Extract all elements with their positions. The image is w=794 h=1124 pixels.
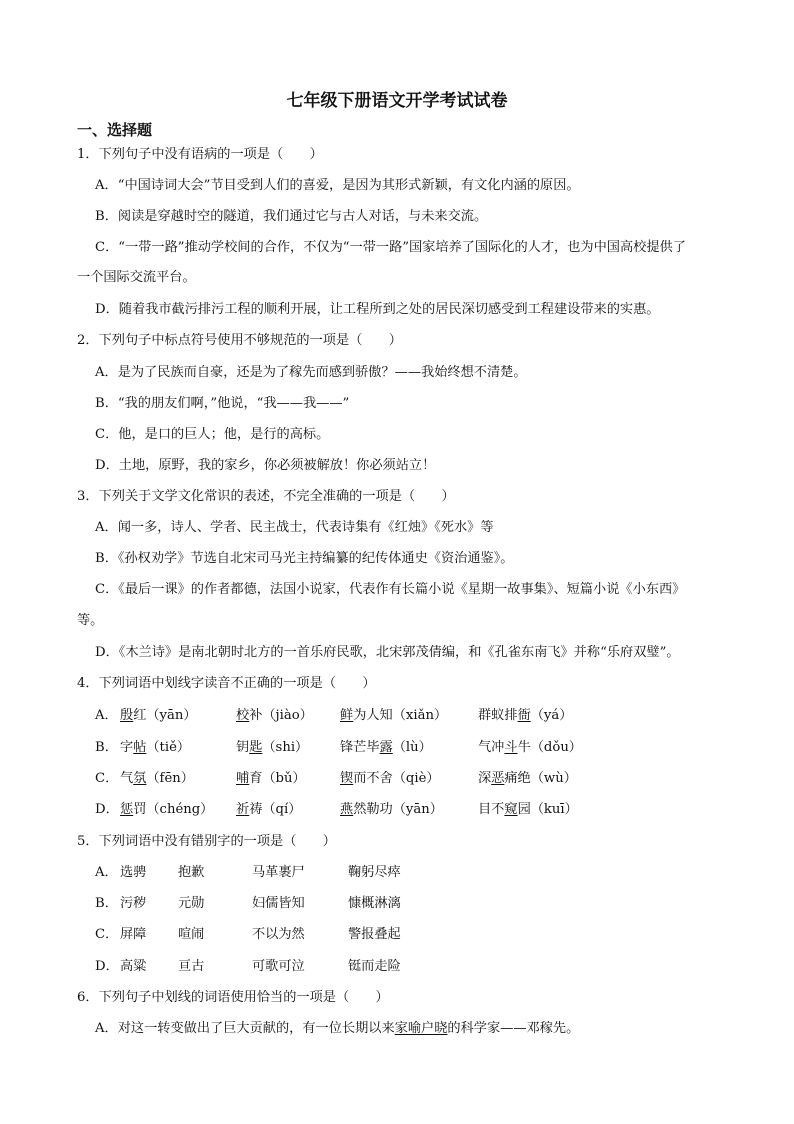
question-4-word (340, 769, 440, 789)
question-1-stem: 1．下列句子中没有语病的一项是（ ） (77, 147, 323, 162)
word-suffix: 牛（dǒu） (517, 740, 582, 755)
question-3-stem: 3．下列关于文学文化常识的表述，不完全准确的一项是（ ） (77, 489, 455, 504)
question-5-option-label: D． (95, 959, 119, 974)
question-6-stem: 6．下列句子中划线的词语使用恰当的一项是（ ） (77, 990, 389, 1005)
word-suffix: 然勒功（yān） (353, 802, 443, 817)
word-prefix: 字 (120, 740, 134, 755)
underlined-char: 锲 (340, 771, 354, 786)
word-prefix: 群蚁排 (478, 708, 518, 723)
question-5-word: 不以为然 (252, 927, 305, 942)
underlined-char: 氛 (133, 771, 147, 786)
underlined-char: 匙 (249, 740, 263, 755)
question-3-option-b: B．《孙权劝学》节选自北宋司马光主持编纂的纪传体通史《资治通鉴》。 (95, 551, 514, 566)
question-5-word: 鞠躬尽瘁 (348, 865, 401, 880)
word-suffix: 而不舍（qiè） (353, 771, 440, 786)
question-5-word: 屏障 (120, 927, 147, 942)
question-5-word: 马革裹尸 (252, 865, 305, 880)
question-4-word (478, 738, 582, 758)
word-suffix: 红（yān） (133, 708, 197, 723)
underlined-char: 恶 (491, 771, 505, 786)
word-suffix: （yá） (530, 708, 573, 723)
question-4-word (120, 800, 213, 820)
question-5-word: 元勋 (178, 896, 205, 911)
underlined-char: 斗 (504, 740, 518, 755)
word-suffix: 园（kuī） (517, 802, 578, 817)
question-4-word (340, 738, 432, 758)
question-4-word (478, 706, 572, 726)
word-prefix: 钥 (236, 740, 250, 755)
question-4-word (236, 738, 308, 758)
section-heading: 一、选择题 (77, 121, 153, 139)
question-5-word: 可歌可泣 (252, 959, 305, 974)
word-prefix: 锋芒毕 (340, 740, 380, 755)
word-prefix: 深 (478, 771, 492, 786)
underlined-char: 帖 (133, 740, 147, 755)
question-5-word: 选骋 (120, 865, 147, 880)
question-2-option-c: C．他，是口的巨人；他，是行的高标。 (95, 427, 330, 442)
question-4-option-label: C． (95, 771, 119, 786)
question-5-word: 铤而走险 (348, 959, 401, 974)
word-suffix: 祷（qí） (249, 802, 302, 817)
question-4-option-label: D． (95, 802, 119, 817)
question-5-word: 慷概淋漓 (348, 896, 401, 911)
question-5-word: 亘古 (178, 959, 205, 974)
question-2-stem: 2．下列句子中标点符号使用不够规范的一项是（ ） (77, 333, 402, 348)
underlined-char: 露 (379, 740, 393, 755)
question-4-word (120, 706, 197, 726)
question-5-option-label: A． (95, 865, 118, 880)
question-5-word: 高粱 (120, 959, 147, 974)
underlined-char: 殷 (120, 708, 134, 723)
question-4-word (120, 738, 190, 758)
question-4-word (236, 706, 313, 726)
question-4-word (236, 769, 306, 789)
option-a-suffix: 的科学家——邓稼先。 (447, 1021, 580, 1036)
question-4-option-label: B． (95, 740, 118, 755)
question-3-option-a: A．闻一多，诗人、学者、民主战士，代表诗集有《红烛》《死水》等 (95, 520, 494, 535)
question-4-word (478, 769, 577, 789)
question-1-option-c-cont: 一个国际交流平台。 (77, 270, 196, 285)
question-4-word (340, 706, 447, 726)
question-2-option-d: D．土地，原野，我的家乡，你必须被解放！你必须站立！ (95, 458, 436, 473)
question-4-word (236, 800, 301, 820)
question-1-option-d: D．随着我市截污排污工程的顺利开展，让工程所到之处的居民深切感受到工程建设带来的实惠。 (95, 302, 660, 317)
word-suffix: 补（jiào） (249, 708, 313, 723)
underlined-phrase: 家喻户晓 (394, 1021, 448, 1036)
underlined-char: 鲜 (340, 708, 354, 723)
word-suffix: 为人知（xiǎn） (353, 708, 448, 723)
question-2-option-a: A．是为了民族而自豪，还是为了稼先而感到骄傲？——我始终想不清楚。 (95, 365, 527, 380)
underlined-char: 祈 (236, 802, 250, 817)
word-suffix: 育（bǔ） (249, 771, 306, 786)
question-5-word: 喧闹 (178, 927, 205, 942)
underlined-char: 惩 (120, 802, 134, 817)
page-title: 七年级下册语文开学考试试卷 (286, 91, 508, 111)
question-4-option-label: A． (95, 708, 118, 723)
word-prefix: 气冲 (478, 740, 505, 755)
underlined-char: 校 (236, 708, 250, 723)
word-suffix: 罚（chéng） (133, 802, 214, 817)
question-6-option-a (95, 1019, 579, 1039)
question-5-stem: 5．下列词语中没有错别字的一项是（ ） (77, 834, 336, 849)
question-4-word (340, 800, 443, 820)
question-5-word: 妇儒皆知 (252, 896, 305, 911)
question-5-word: 警报叠起 (348, 927, 401, 942)
question-4-stem: 4．下列词语中划线字读音不正确的一项是（ ） (77, 676, 376, 691)
underlined-char: 哺 (236, 771, 250, 786)
word-prefix: 气 (120, 771, 134, 786)
word-suffix: （tiě） (146, 740, 191, 755)
question-3-option-c: C．《最后一课》的作者都德，法国小说家，代表作有长篇小说《星期一故事集》、短篇小说《小东西》 (95, 582, 686, 597)
word-prefix: 目不 (478, 802, 505, 817)
underlined-char: 衙 (517, 708, 531, 723)
question-1-option-b: B．阅读是穿越时空的隧道，我们通过它与古人对话，与未来交流。 (95, 209, 488, 224)
question-5-option-label: C． (95, 927, 119, 942)
question-5-word: 抱歉 (178, 865, 205, 880)
word-suffix: （fēn） (146, 771, 194, 786)
word-suffix: 痛绝（wù） (504, 771, 577, 786)
question-3-option-d: D．《木兰诗》是南北朝时北方的一首乐府民歌，北宋郭茂倩编，和《孔雀东南飞》并称“乐府双璧”。 (95, 645, 680, 660)
question-1-option-a: A．“中国诗词大会”节目受到人们的喜爱，是因为其形式新颖，有文化内涵的原因。 (95, 178, 580, 193)
question-5-word: 污秽 (120, 896, 147, 911)
question-2-option-b: B．“我的朋友们啊，”他说，“我——我——” (95, 396, 350, 411)
underlined-char: 燕 (340, 802, 354, 817)
word-suffix: （lù） (392, 740, 432, 755)
option-a-prefix: A．对这一转变做出了巨大贡献的，有一位长期以来 (95, 1021, 395, 1036)
underlined-char: 窥 (504, 802, 518, 817)
question-5-option-label: B． (95, 896, 118, 911)
question-4-word (478, 800, 578, 820)
question-1-option-c: C．“一带一路”推动学校间的合作，不仅为“一带一路”国家培养了国际化的人才，也为中国高校提供了 (95, 240, 686, 255)
word-suffix: （shi） (262, 740, 309, 755)
question-3-option-c-cont: 等。 (77, 613, 104, 628)
question-4-word (120, 769, 194, 789)
